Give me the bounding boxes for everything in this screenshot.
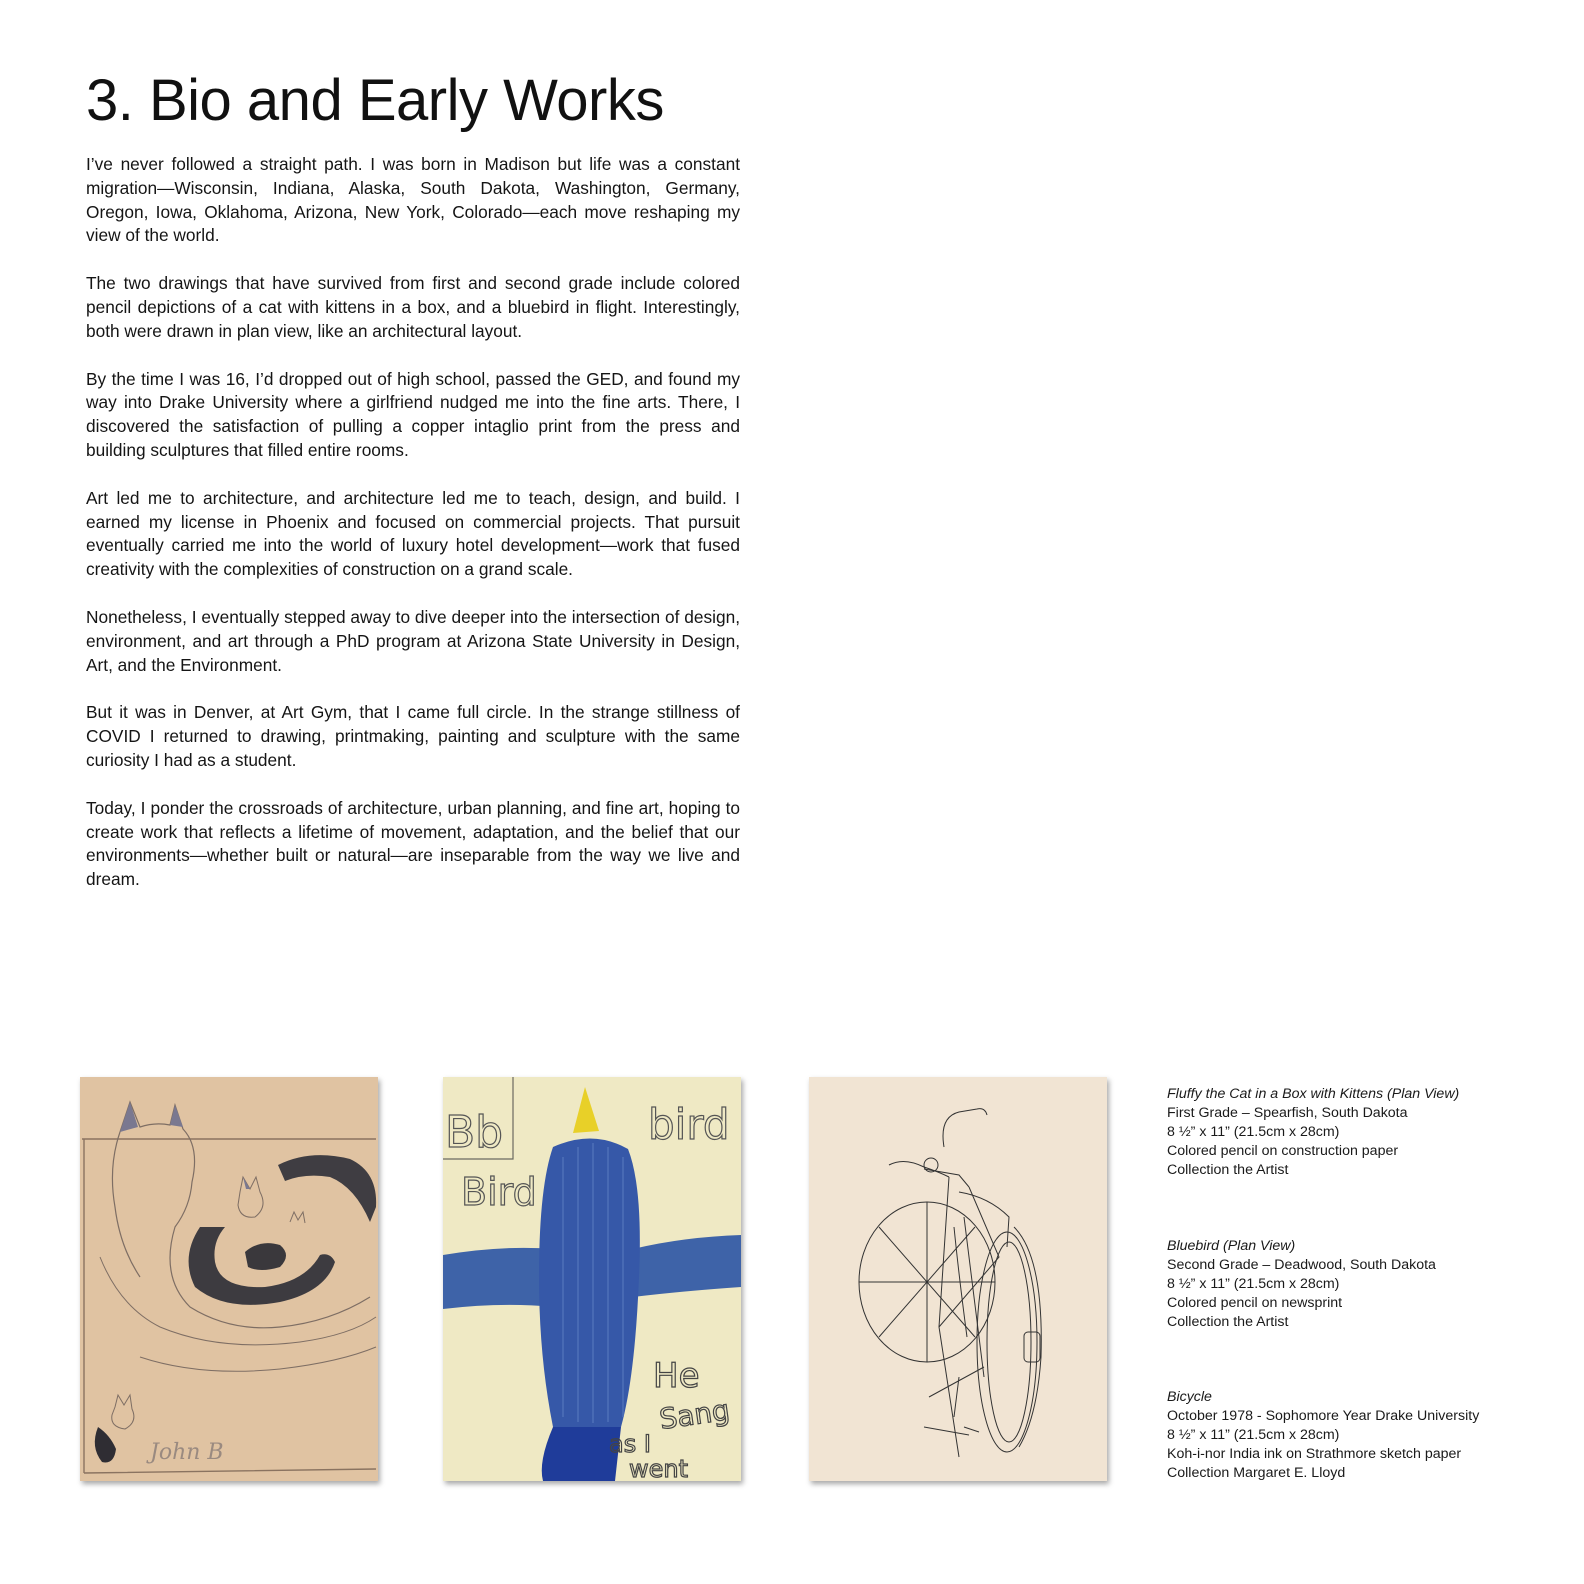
- caption-location: October 1978 - Sophomore Year Drake University: [1167, 1408, 1480, 1424]
- bio-paragraph: But it was in Denver, at Art Gym, that I came full circle. In the strange stillness of COVID I returned to drawing, printmaking, painting and sculpture with the same curiosity I had as a student.: [86, 702, 740, 770]
- bio-paragraph: Nonetheless, I eventually stepped away to dive deeper into the intersection of design, environment, and art through a PhD program at Arizona State University in Design, Art, and the Environment.: [86, 606, 740, 675]
- caption-medium: Colored pencil on newsprint: [1167, 1295, 1343, 1311]
- bio-paragraph: By the time I was 16, I’d dropped out of high school, passed the GED, and found my way into Drake University where a girlfriend nudged me into the fine arts. There, I discovered the satisfaction of pulling a copper intaglio print from the press and building sculptures that filled entire rooms.: [86, 368, 740, 460]
- page-title: 3. Bio and Early Works: [86, 68, 664, 133]
- bicycle-drawing-image: [809, 1077, 1107, 1481]
- caption-collection: Collection Margaret E. Lloyd: [1167, 1465, 1346, 1481]
- cat-drawing-image: [80, 1077, 378, 1481]
- caption-medium: Koh-i-nor India ink on Strathmore sketch paper: [1167, 1446, 1462, 1462]
- caption-dimensions: 8 ½” x 11” (21.5cm x 28cm): [1167, 1124, 1340, 1140]
- cat-signature: John B: [150, 1440, 224, 1465]
- artwork-bicycle-drawing: [809, 1077, 1107, 1481]
- bio-text: [86, 153, 740, 916]
- artwork-cat-drawing: [80, 1077, 378, 1481]
- caption-dimensions: 8 ½” x 11” (21.5cm x 28cm): [1167, 1276, 1340, 1292]
- bird-word-2: Bird: [461, 1170, 537, 1214]
- caption-location: Second Grade – Deadwood, South Dakota: [1167, 1257, 1436, 1273]
- bio-paragraph: I’ve never followed a straight path. I was born in Madison but life was a constant migration—Wisconsin, Indiana, Alaska, South Dakota, Washington, Germany, Oregon, Iowa, Oklahoma, Arizona, New York, Colorado—each move reshaping my view of the world.: [86, 154, 740, 246]
- caption-cat: [1167, 1085, 1547, 1180]
- caption-medium: Colored pencil on construction paper: [1167, 1143, 1399, 1159]
- bird-line-4: went: [629, 1455, 689, 1481]
- bird-line-3: as I: [609, 1430, 651, 1458]
- artwork-bluebird-drawing: [443, 1077, 741, 1481]
- caption-title: Bicycle: [1167, 1389, 1212, 1405]
- bio-paragraph: Art led me to architecture, and architecture led me to teach, design, and build. I earned my license in Phoenix and focused on commercial projects. That pursuit eventually carried me into the world of luxury hotel development—work that fused creativity with the complexities of construction on a grand scale.: [86, 487, 740, 580]
- bio-paragraph: The two drawings that have survived from first and second grade include colored pencil depictions of a cat with kittens in a box, and a bluebird in flight. Interestingly, both were drawn in plan view, like an architectural layout.: [86, 273, 740, 341]
- bird-line-1: He: [653, 1356, 700, 1396]
- caption-collection: Collection the Artist: [1167, 1314, 1289, 1330]
- caption-collection: Collection the Artist: [1167, 1162, 1289, 1178]
- caption-bluebird: [1167, 1237, 1547, 1332]
- caption-bicycle: [1167, 1388, 1547, 1483]
- caption-title: Bluebird (Plan View): [1167, 1238, 1296, 1254]
- bird-letters: Bb: [445, 1107, 504, 1158]
- bio-paragraph: Today, I ponder the crossroads of architecture, urban planning, and fine art, hoping to create work that reflects a lifetime of movement, adaptation, and the belief that our environments—whether built or natural—are inseparable from the way we live and dream.: [86, 797, 740, 890]
- caption-location: First Grade – Spearfish, South Dakota: [1167, 1105, 1408, 1121]
- caption-dimensions: 8 ½” x 11” (21.5cm x 28cm): [1167, 1427, 1340, 1443]
- caption-title: Fluffy the Cat in a Box with Kittens (Plan View): [1167, 1086, 1460, 1102]
- bird-word-1: bird: [648, 1100, 730, 1149]
- bluebird-drawing-image: [443, 1077, 741, 1481]
- bird-line-2: Sang: [657, 1393, 732, 1436]
